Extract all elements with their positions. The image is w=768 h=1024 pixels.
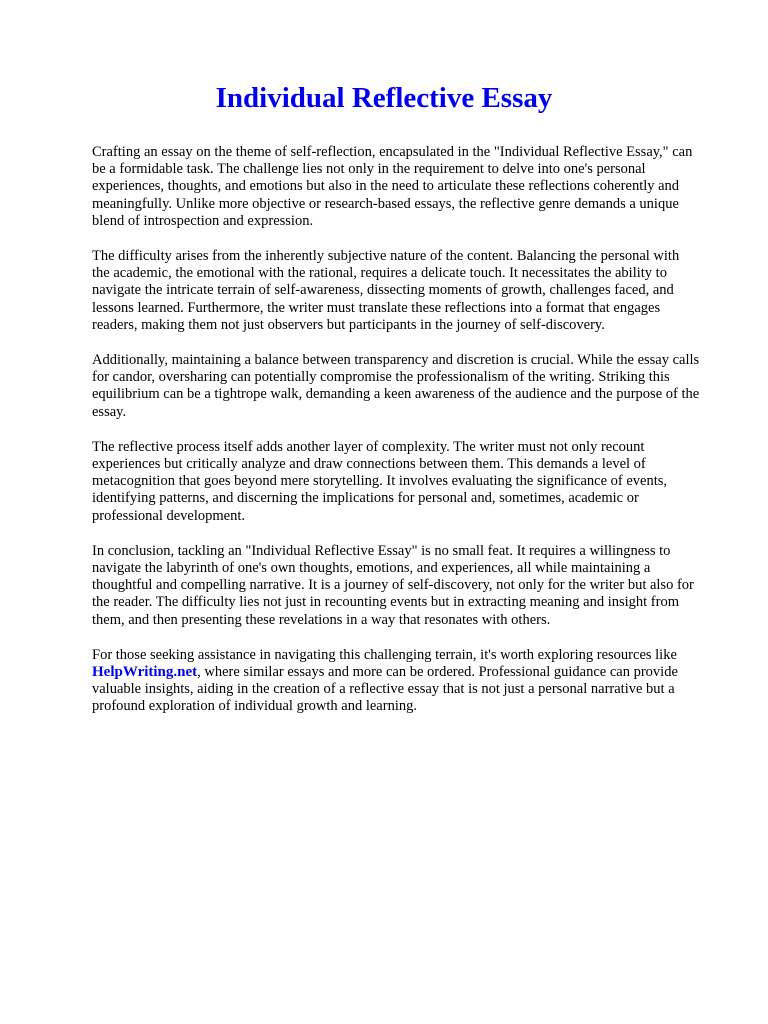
paragraph-process: The reflective process itself adds another layer of complexity. The writer must not only recount experiences but critically analyze and draw connections between them. This demands a level of metacognition that goes beyond mere storytelling. It involves evaluating the significance of events, identifying patterns, and discerning the implications for personal and, sometimes, academic or professional development.	[92, 438, 668, 524]
paragraph-conclusion: In conclusion, tackling an "Individual Reflective Essay" is no small feat. It requires a willingness to navigate the labyrinth of one's own thoughts, emotions, and experiences, all while maintaining a thoughtful and compelling narrative. It is a journey of self-discovery, not only for the writer but also for the reader. The difficulty lies not just in recounting events but in extracting meaning and insight from them, and then presenting these revelations in a way that resonates with others.	[92, 542, 694, 628]
paragraph-intro: Crafting an essay on the theme of self-reflection, encapsulated in the "Individual Reflective Essay," can be a formidable task. The challenge lies not only in the requirement to delve into one's personal experiences, thoughts, and emotions but also in the need to articulate these reflections coherently and meaningfully. Unlike more objective or research-based essays, the reflective genre demands a unique blend of introspection and expression.	[92, 144, 693, 229]
paragraph-closing	[92, 647, 700, 716]
closing-text-before-link: For those seeking assistance in navigating this challenging terrain, it's worth exploring resources like	[92, 646, 677, 663]
paragraph-difficulty: The difficulty arises from the inherently subjective nature of the content. Balancing the personal with the academic, the emotional with the rational, requires a delicate touch. It necessitates the ability to navigate the intricate terrain of self-awareness, dissecting moments of growth, challenges faced, and lessons learned. Furthermore, the writer must translate these reflections into a format that engages readers, making them not just observers but participants in the journey of self-discovery.	[92, 248, 680, 333]
helpwriting-link[interactable]: HelpWriting.net	[92, 664, 198, 681]
closing-text-after-link: , where similar essays and more can be ordered. Professional guidance can provide valuable insights, aiding in the creation of a reflective essay that is not just a personal narrative but a profound exploration of individual growth and learning.	[92, 664, 678, 715]
paragraph-balance: Additionally, maintaining a balance between transparency and discretion is crucial. While the essay calls for candor, oversharing can potentially compromise the professionalism of the writing. Striking this equilibrium can be a tightrope walk, demanding a keen awareness of the audience and the purpose of the essay.	[92, 352, 700, 420]
document-title: Individual Reflective Essay	[215, 82, 553, 114]
